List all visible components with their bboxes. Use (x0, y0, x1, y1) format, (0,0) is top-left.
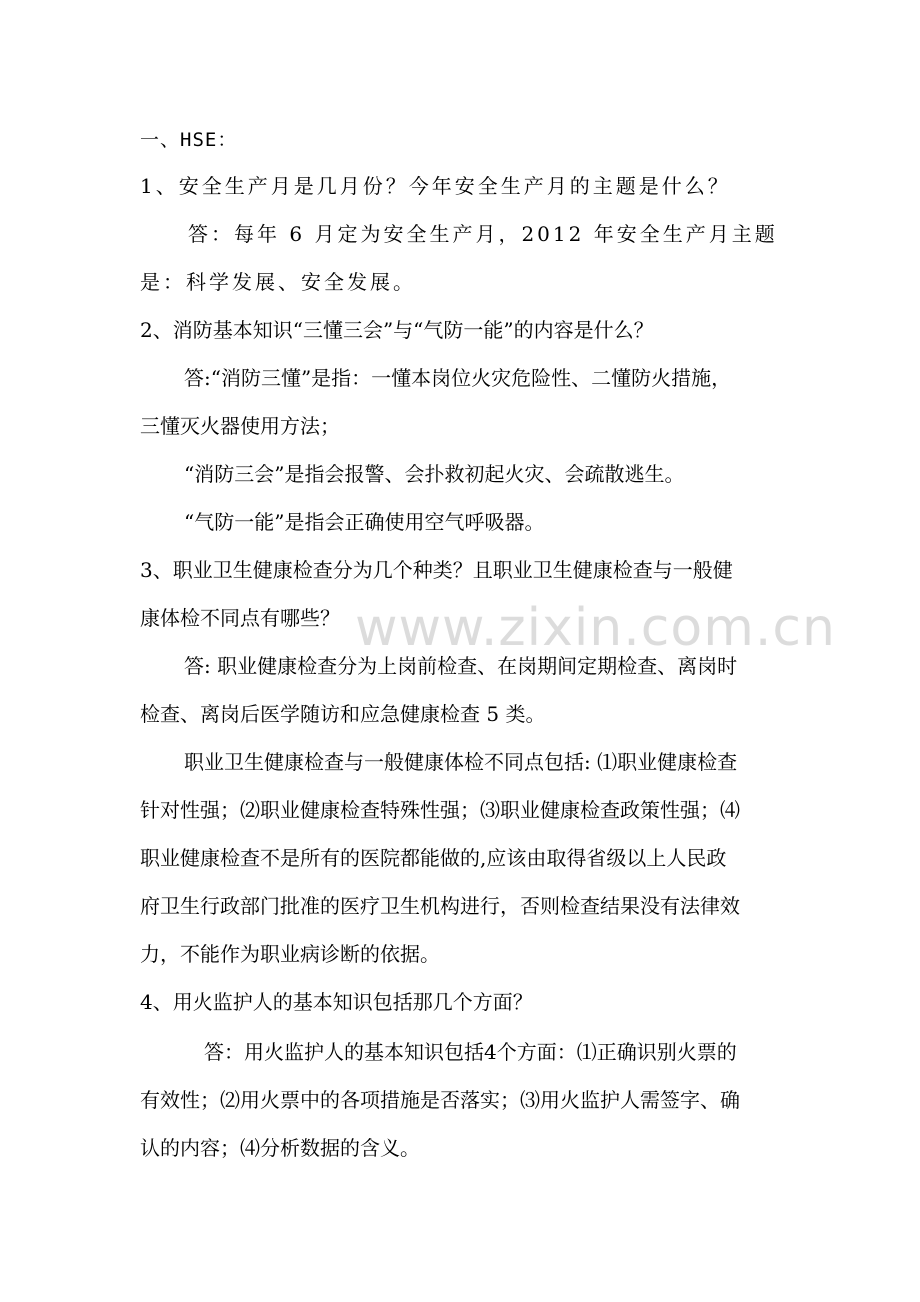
answer-2-line-3: “消防三会”是指会报警、会扑救初起火灾、会疏散逃生。 (184, 462, 685, 486)
answer-3-line-3: 职业卫生健康检查与一般健康体检不同点包括: ⑴职业健康检查 (184, 750, 738, 774)
watermark: www.zixin.com.cn (355, 598, 836, 658)
question-1: 1、安全生产月是几月份？今年安全生产月的主题是什么？ (140, 174, 731, 198)
answer-3-line-6: 府卫生行政部门批准的医疗卫生机构进行，否则检查结果没有法律效 (140, 894, 740, 918)
answer-4-line-2: 有效性；⑵用火票中的各项措施是否落实；⑶用火监护人需签字、确 (140, 1088, 740, 1112)
section-heading: 一、HSE： (140, 129, 238, 151)
question-4: 4、用火监护人的基本知识包括那几个方面？ (140, 990, 533, 1014)
answer-3-line-5: 职业健康检查不是所有的医院都能做的,应该由取得省级以上人民政 (140, 846, 727, 870)
question-3-line-2: 康体检不同点有哪些？ (140, 606, 340, 630)
answer-3-line-7: 力，不能作为职业病诊断的依据。 (140, 942, 440, 966)
question-2: 2、消防基本知识“三懂三会”与“气防一能”的内容是什么？ (140, 318, 654, 342)
answer-4-line-3: 认的内容；⑷分析数据的含义。 (140, 1136, 420, 1160)
answer-2-line-1: 答:“消防三懂”是指：一懂本岗位火灾危险性、二懂防火措施， (184, 366, 732, 390)
question-3-line-1: 3、职业卫生健康检查分为几个种类？且职业卫生健康检查与一般健 (140, 558, 733, 582)
answer-3-line-4: 针对性强；⑵职业健康检查特殊性强；⑶职业健康检查政策性强；⑷ (140, 798, 740, 822)
answer-1-line-2: 是：科学发展、安全发展。 (140, 270, 416, 294)
answer-3-line-2: 检查、离岗后医学随访和应急健康检查 5 类。 (140, 702, 546, 726)
answer-2-line-4: “气防一能”是指会正确使用空气呼吸器。 (184, 510, 545, 534)
answer-2-line-2: 三懂灭火器使用方法； (140, 414, 340, 438)
answer-1-line-1: 答：每年 6 月定为安全生产月，2012 年安全生产月主题 (188, 222, 778, 246)
answer-4-line-1: 答：用火监护人的基本知识包括4个方面：⑴正确识别火票的 (204, 1040, 737, 1064)
answer-3-line-1: 答: 职业健康检查分为上岗前检查、在岗期间定期检查、离岗时 (184, 654, 738, 678)
